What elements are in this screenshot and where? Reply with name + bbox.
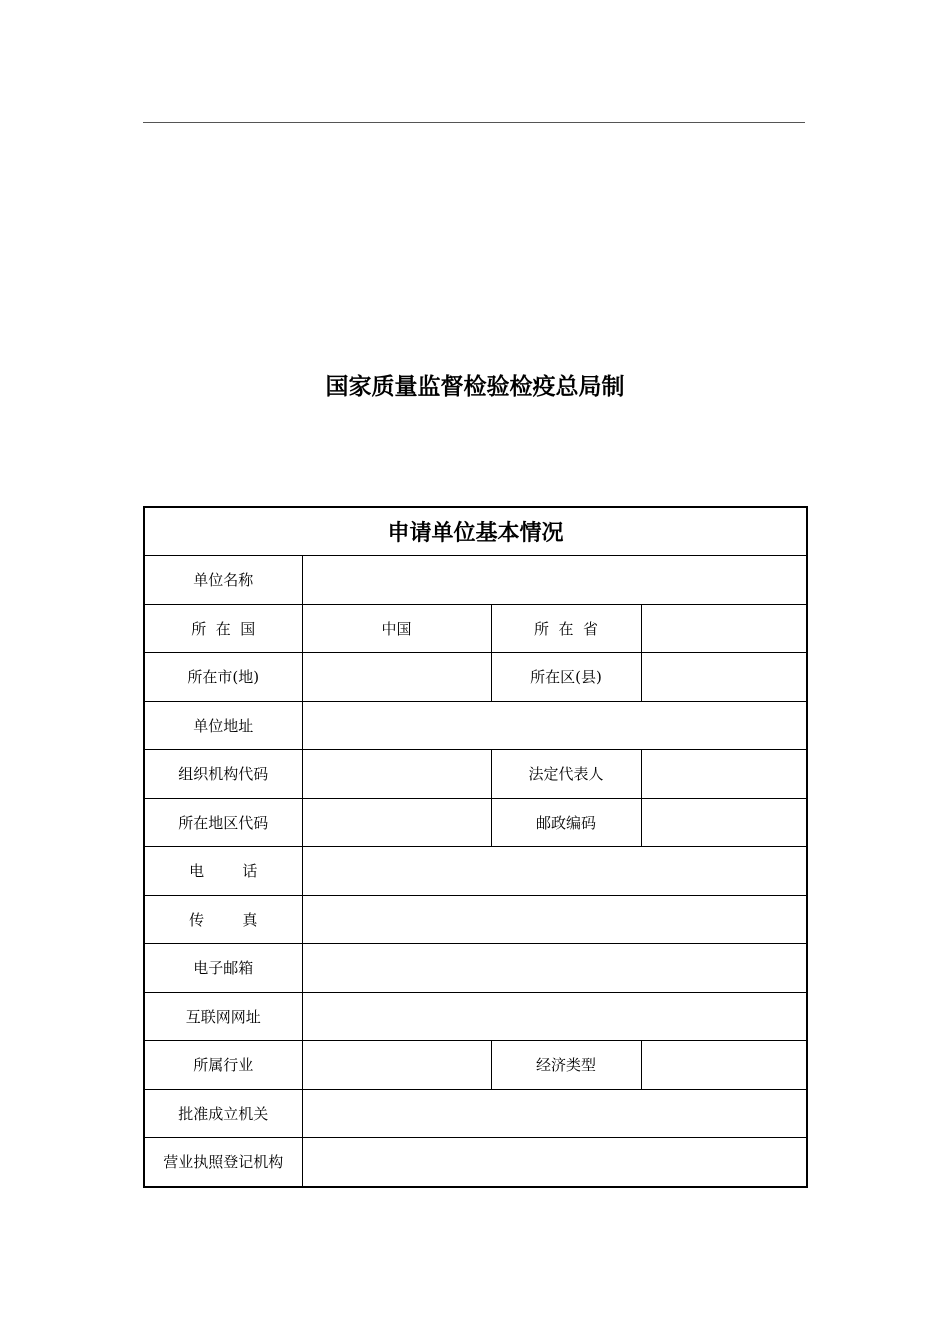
field-address[interactable]: [302, 701, 807, 750]
table-row: [144, 750, 807, 799]
label-address: 单位地址: [144, 701, 302, 750]
table-row: [144, 556, 807, 605]
table-row: [144, 1089, 807, 1138]
label-email: 电子邮箱: [144, 944, 302, 993]
label-province: 所 在 省: [491, 604, 641, 653]
field-org-code[interactable]: [302, 750, 491, 799]
field-area-code[interactable]: [302, 798, 491, 847]
table-row: [144, 653, 807, 702]
label-org-code: 组织机构代码: [144, 750, 302, 799]
table-row: [144, 847, 807, 896]
field-city[interactable]: [302, 653, 491, 702]
field-website[interactable]: [302, 992, 807, 1041]
field-district[interactable]: [641, 653, 807, 702]
label-country: 所 在 国: [144, 604, 302, 653]
applicant-info-table: [143, 506, 808, 1188]
label-area-code: 所在地区代码: [144, 798, 302, 847]
field-legal-rep[interactable]: [641, 750, 807, 799]
table-row: [144, 944, 807, 993]
table-row: [144, 798, 807, 847]
field-industry[interactable]: [302, 1041, 491, 1090]
issuer-title: 国家质量监督检验检疫总局制: [325, 374, 625, 400]
label-postal-code: 邮政编码: [491, 798, 641, 847]
label-unit-name: 单位名称: [144, 556, 302, 605]
field-license-authority[interactable]: [302, 1138, 807, 1187]
label-approval-authority: 批准成立机关: [144, 1089, 302, 1138]
header-rule: [143, 122, 805, 123]
table-row: [144, 1041, 807, 1090]
field-email[interactable]: [302, 944, 807, 993]
field-country[interactable]: 中国: [302, 604, 491, 653]
label-license-authority: 营业执照登记机构: [144, 1138, 302, 1187]
field-fax[interactable]: [302, 895, 807, 944]
field-postal-code[interactable]: [641, 798, 807, 847]
table-row: [144, 992, 807, 1041]
table-header-row: [144, 507, 807, 556]
table-heading: 申请单位基本情况: [144, 507, 807, 556]
field-economic-type[interactable]: [641, 1041, 807, 1090]
label-fax: 传 真: [144, 895, 302, 944]
field-province[interactable]: [641, 604, 807, 653]
table-row: [144, 895, 807, 944]
field-phone[interactable]: [302, 847, 807, 896]
label-district: 所在区(县): [491, 653, 641, 702]
label-legal-rep: 法定代表人: [491, 750, 641, 799]
label-website: 互联网网址: [144, 992, 302, 1041]
table-row: [144, 1138, 807, 1187]
table-row: [144, 604, 807, 653]
label-phone: 电 话: [144, 847, 302, 896]
table-row: [144, 701, 807, 750]
field-approval-authority[interactable]: [302, 1089, 807, 1138]
label-economic-type: 经济类型: [491, 1041, 641, 1090]
label-city: 所在市(地): [144, 653, 302, 702]
field-unit-name[interactable]: [302, 556, 807, 605]
label-industry: 所属行业: [144, 1041, 302, 1090]
